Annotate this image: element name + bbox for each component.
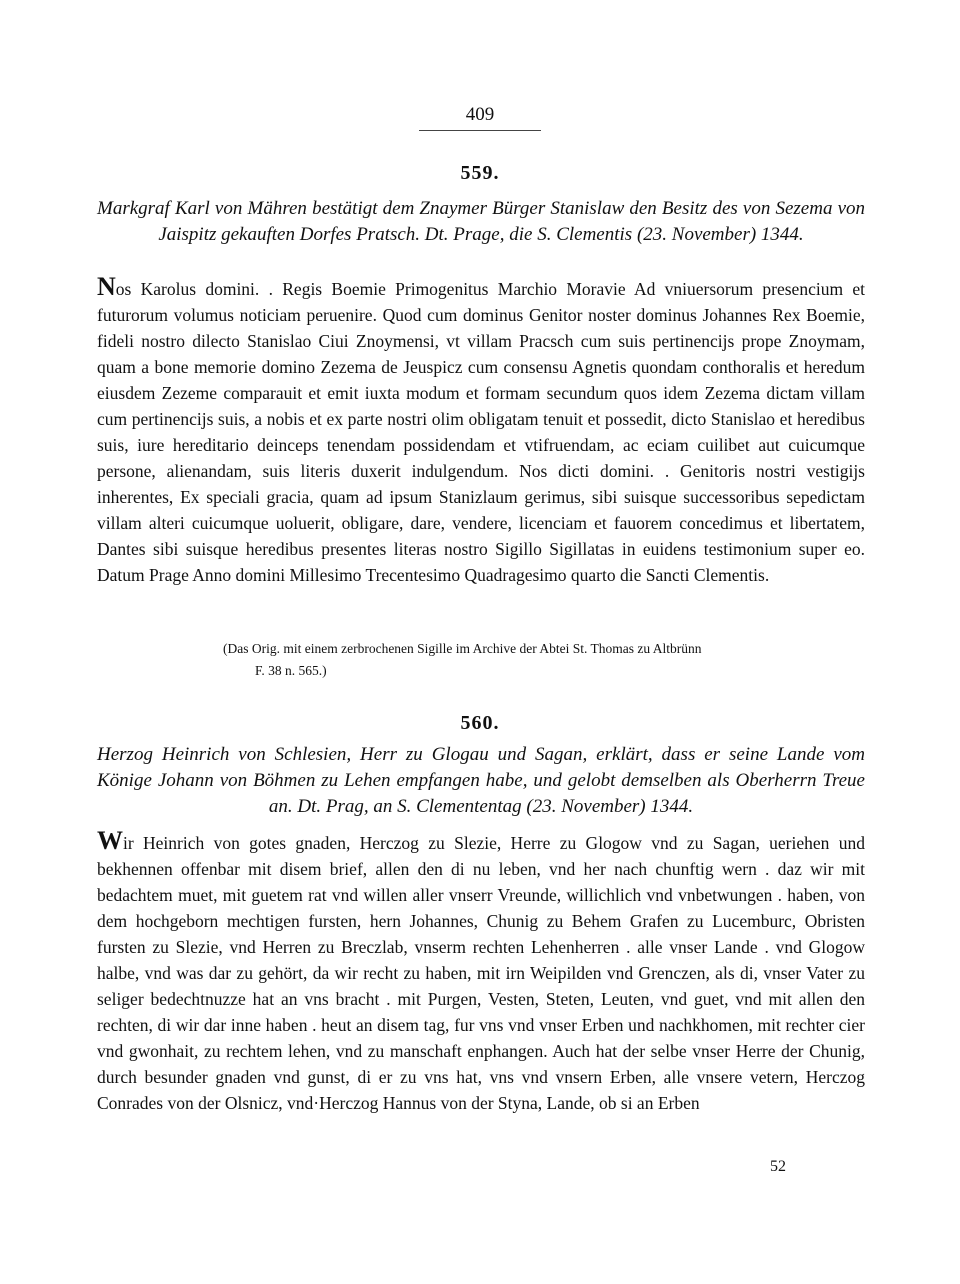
header-rule (419, 130, 541, 131)
entry-text-body: ir Heinrich von gotes gnaden, Herczog zu Slezie, Herre zu Glogow vnd zu Sagan, ueriehen und bekhennen offenbar mit disem brief, allen den di nu leben, vnd her nach chunftig wern . daz wir mit bedachtem muet, mit guetem rat vnd willen aller vnserr Vreunde, willichlich vnd vnbetwungen . haben, von dem hochgeborn mechtigen fursten, hern Johannes, Chunig zu Behem Grafen zu Lucemburc, Obristen fursten zu Slezie, vnd Herren zu Breczlab, vnserm rechten Lehenherren . alle vnser Lande . vnd Glogow halbe, vnd was dar zu gehört, da wir recht zu haben, mit irn Weipilden vnd Grenczen, als di, vnser Vater zu seliger bedechtnuzze hat an vns bracht . mit Purgen, Vesten, Steten, Leuten, vnd guet, vnd mit allen den rechten, di wir dar inne haben . heut an disem tag, fur vns vnd vnser Erben und nachkhomen, mit rechter cier vnd gwonhait, zu rechtem lehen, vnd zu manschaft enphangen. Auch hat der selbe vnser Herre der Chunig, durch besunder gnaden vnd gunst, di er zu vns hat, vns vnd vnsern Erben, alle vnsere vetern, Herczog Conrades von der Olsnicz, vnd·Herczog Hannus von der Styna, Lande, ob si an Erben (97, 833, 865, 1113)
entry-text (97, 274, 865, 588)
archival-note (223, 638, 865, 682)
page-number: 409 (465, 104, 495, 125)
archival-note-line: (Das Orig. mit einem zerbrochenen Sigille im Archive der Abtei St. Thomas zu Altbrünn (223, 641, 702, 656)
entry-number: 559. (460, 162, 500, 184)
entry-text-body: os Karolus domini. . Regis Boemie Primogenitus Marchio Moravie Ad vniuersorum presencium et futurorum volumus noticiam peruenire. Quod cum dominus Genitor noster dominus Johannes Rex Boemie, fideli nostro dilecto Stanislao Ciui Znoymensi, vt villam Pracsch cum suis pertinencijs prope Znoymam, quam a bone memorie domino Zezema de Jeuspicz cum consensu Agnetis quondam conthoralis et heredum eiusdem Zezeme comparauit et emit iuxta modum et formam secundum quos idem Zezema dictam villam cum pertinencijs suis, a nobis et ex parte nostri olim obligatam tenuit et possedit, dicto Stanislao et heredibus suis, iure hereditario deinceps tenendam possidendam et vtifruendam, ac eciam cuilibet aut cuicumque persone, alienandam, suis literis duxerit indulgendum. Nos dicti domini. . Genitoris nostri vestigijs inherentes, Ex speciali gracia, quam ad ipsum Stanizlaum gerimus, sibi suisque successoribus sepedictam villam alteri cuicumque uoluerit, obligare, dare, vendere, licenciam et fauorem concedimus et libertatem, Dantes sibi suisque heredibus presentes literas nostro Sigillo Sigillatas in euidens testimonium super eo. Datum Prage Anno domini Millesimo Trecentesimo Quadragesimo quarto die Sancti Clementis. (97, 279, 865, 585)
entry-text (97, 828, 865, 1116)
initial-letter: W (97, 826, 123, 855)
entry-summary: Herzog Heinrich von Schlesien, Herr zu Glogau und Sagan, erklärt, dass er seine Lande vom Könige Johann von Böhmen zu Lehen empfangen habe, und gelobt demselben als Oberherrn Treue an. Dt. Prag, an S. Clemententag (23. November) 1344. (97, 744, 865, 817)
entry-summary: Markgraf Karl von Mähren bestätigt dem Znaymer Bürger Stanislaw den Besitz des von Sezema von Jaispitz gekauften Dorfes Pratsch. Dt. Prage, die S. Clementis (23. November) 1344. (97, 198, 865, 245)
archival-note-reference: F. 38 n. 565.) (255, 663, 327, 678)
initial-letter: N (97, 272, 116, 301)
entry-number: 560. (460, 712, 500, 734)
signature-mark: 52 (770, 1158, 786, 1175)
